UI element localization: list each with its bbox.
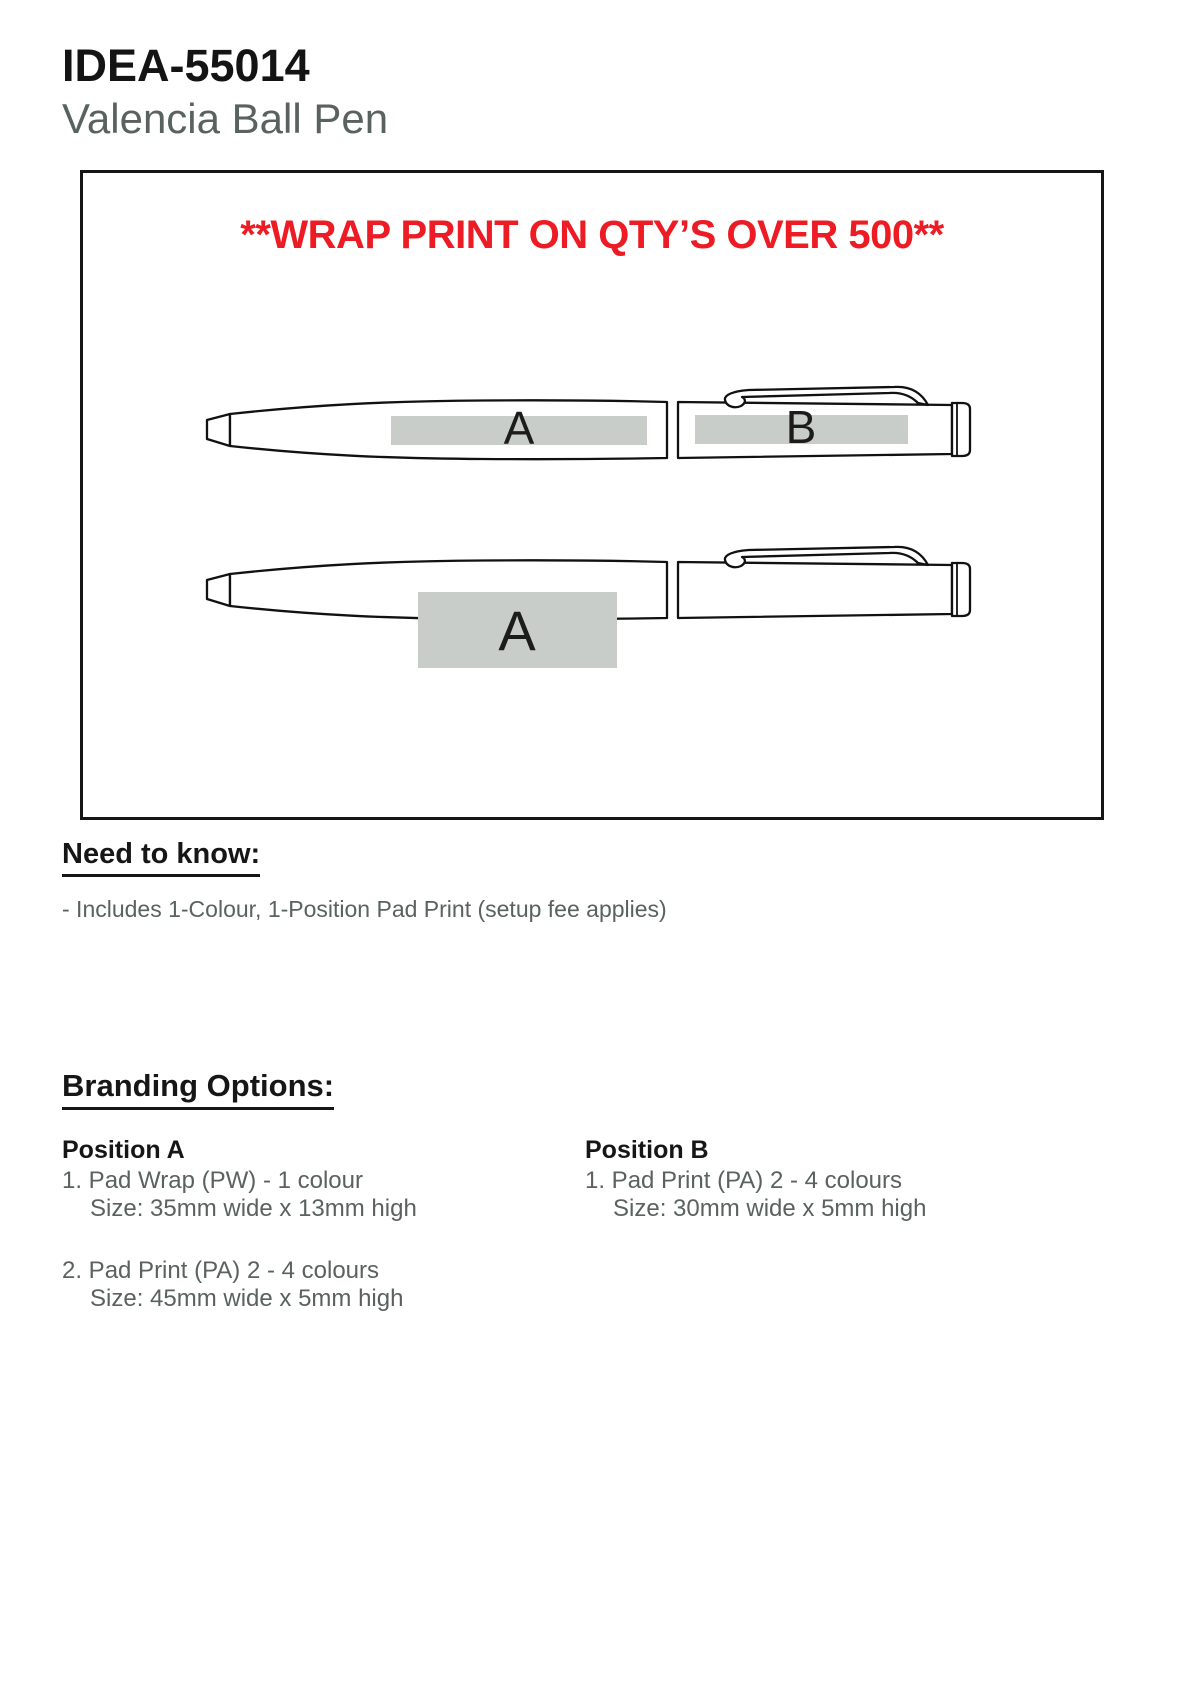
position-a-option-1-size: Size: 35mm wide x 13mm high [90,1195,417,1222]
position-a-title: Position A [62,1136,185,1164]
position-a-option-1-name: 1. Pad Wrap (PW) - 1 colour [62,1167,363,1194]
position-b-title: Position B [585,1136,709,1164]
position-a-option-2-name: 2. Pad Print (PA) 2 - 4 colours [62,1257,380,1284]
position-a-option-1 [62,1167,542,1223]
product-name-subtitle: Valencia Ball Pen [62,95,389,142]
warning-text: **WRAP PRINT ON QTY’S OVER 500** [240,213,944,257]
branding-options-heading [62,1068,334,1110]
need-to-know-note: - Includes 1-Colour, 1-Position Pad Print (setup fee applies) [62,896,667,922]
branding-options-heading-text: Branding Options: [62,1068,334,1110]
position-b-option-1-name: 1. Pad Print (PA) 2 - 4 colours [585,1167,903,1194]
position-b-option-1 [585,1167,1065,1223]
top-pen-label-b: B [785,401,817,453]
pens-illustration [83,173,1101,817]
top-pen-label-a: A [503,402,535,454]
position-a-option-2-size: Size: 45mm wide x 5mm high [90,1285,404,1312]
figure-box [80,170,1104,820]
product-code-title: IDEA-55014 [62,40,310,91]
position-b-option-1-size: Size: 30mm wide x 5mm high [613,1195,927,1222]
position-a-column [62,1136,542,1347]
need-to-know-heading [62,838,260,877]
position-b-column [585,1136,1065,1257]
position-a-option-2 [62,1257,542,1313]
need-to-know-heading-text: Need to know: [62,838,260,877]
bottom-pen-label-a: A [498,599,536,662]
